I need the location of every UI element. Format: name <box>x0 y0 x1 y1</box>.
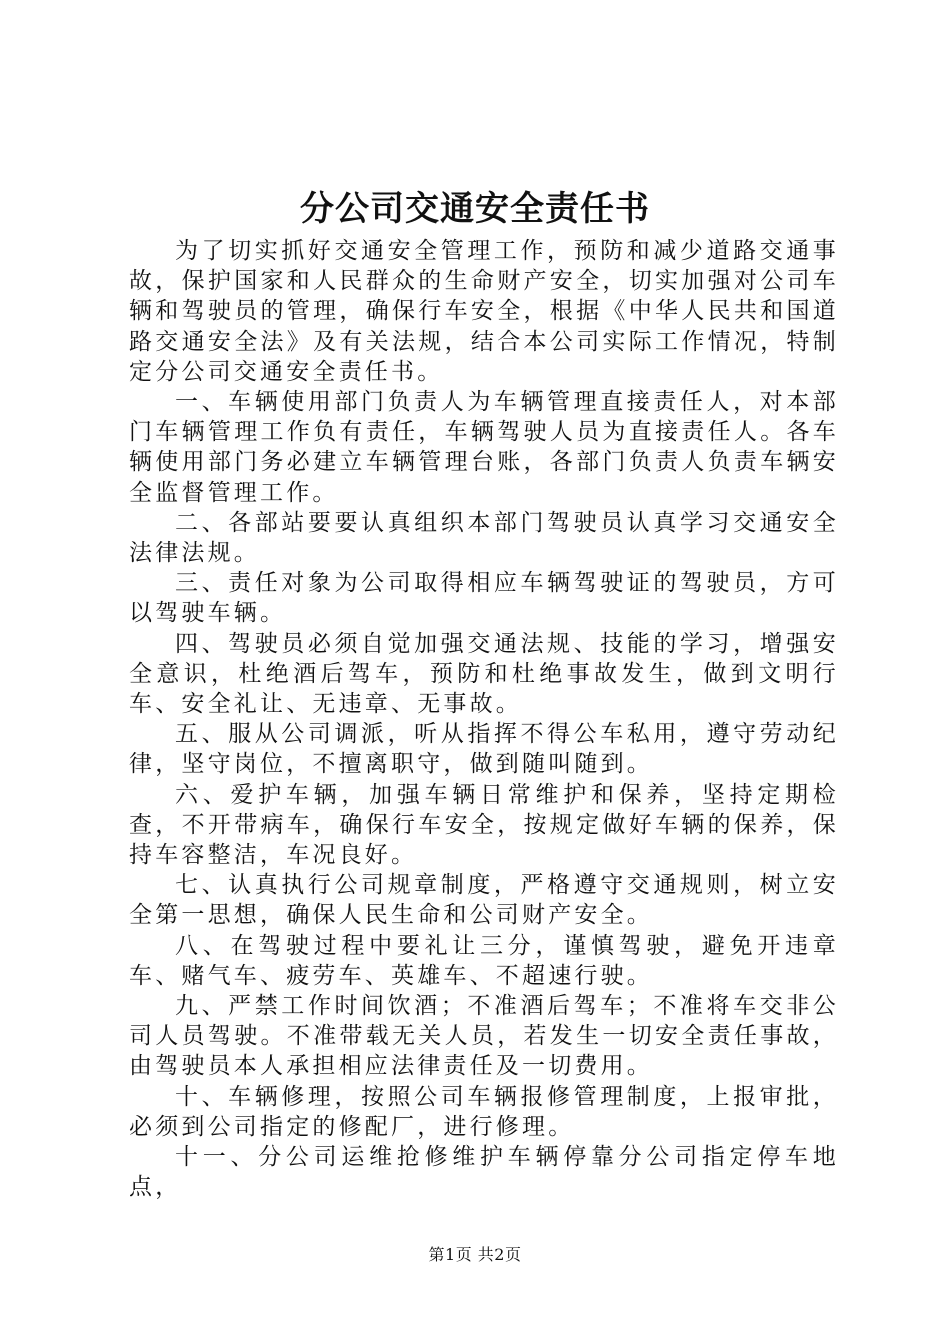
paragraph-clause-1: 一、车辆使用部门负责人为车辆管理直接责任人，对本部门车辆管理工作负有责任，车辆驾驶人员为直接责任人。各车辆使用部门务必建立车辆管理台账，各部门负责人负责车辆安全监督管理工作。 <box>129 389 839 506</box>
paragraph-clause-5: 五、服从公司调派，听从指挥不得公车私用，遵守劳动纪律，坚守岗位，不擅离职守，做到随叫随到。 <box>129 721 839 778</box>
paragraph-clause-9: 九、严禁工作时间饮酒；不准酒后驾车；不准将车交非公司人员驾驶。不准带载无关人员，若发生一切安全责任事故，由驾驶员本人承担相应法律责任及一切费用。 <box>129 993 839 1080</box>
paragraph-clause-6: 六、爱护车辆，加强车辆日常维护和保养，坚持定期检查，不开带病车，确保行车安全，按规定做好车辆的保养，保持车容整洁，车况良好。 <box>129 781 839 869</box>
document-body <box>129 236 839 1203</box>
paragraph-clause-3: 三、责任对象为公司取得相应车辆驾驶证的驾驶员，方可以驾驶车辆。 <box>129 570 839 627</box>
paragraph-clause-10: 十、车辆修理，按照公司车辆报修管理制度，上报审批，必须到公司指定的修配厂，进行修理。 <box>129 1083 839 1140</box>
paragraph-clause-7: 七、认真执行公司规章制度，严格遵守交通规则，树立安全第一思想，确保人民生命和公司财产安全。 <box>129 872 839 929</box>
document-title: 分公司交通安全责任书 <box>300 189 650 229</box>
paragraph-clause-8: 八、在驾驶过程中要礼让三分，谨慎驾驶，避免开违章车、赌气车、疲劳车、英雄车、不超速行驶。 <box>129 932 839 989</box>
paragraph-clause-2: 二、各部站要要认真组织本部门驾驶员认真学习交通安全法律法规。 <box>129 509 839 567</box>
page-number-footer: 第1页 共2页 <box>428 1245 522 1264</box>
paragraph-clause-4: 四、驾驶员必须自觉加强交通法规、技能的学习，增强安全意识，杜绝酒后驾车，预防和杜绝事故发生，做到文明行车、安全礼让、无违章、无事故。 <box>129 630 839 718</box>
paragraph-intro: 为了切实抓好交通安全管理工作，预防和减少道路交通事故，保护国家和人民群众的生命财产安全，切实加强对公司车辆和驾驶员的管理，确保行车安全，根据《中华人民共和国道路交通安全法》及有关法规，结合本公司实际工作情况，特制定分公司交通安全责任书。 <box>129 238 839 385</box>
paragraph-clause-11: 十一、分公司运维抢修维护车辆停靠分公司指定停车地点， <box>129 1144 839 1201</box>
